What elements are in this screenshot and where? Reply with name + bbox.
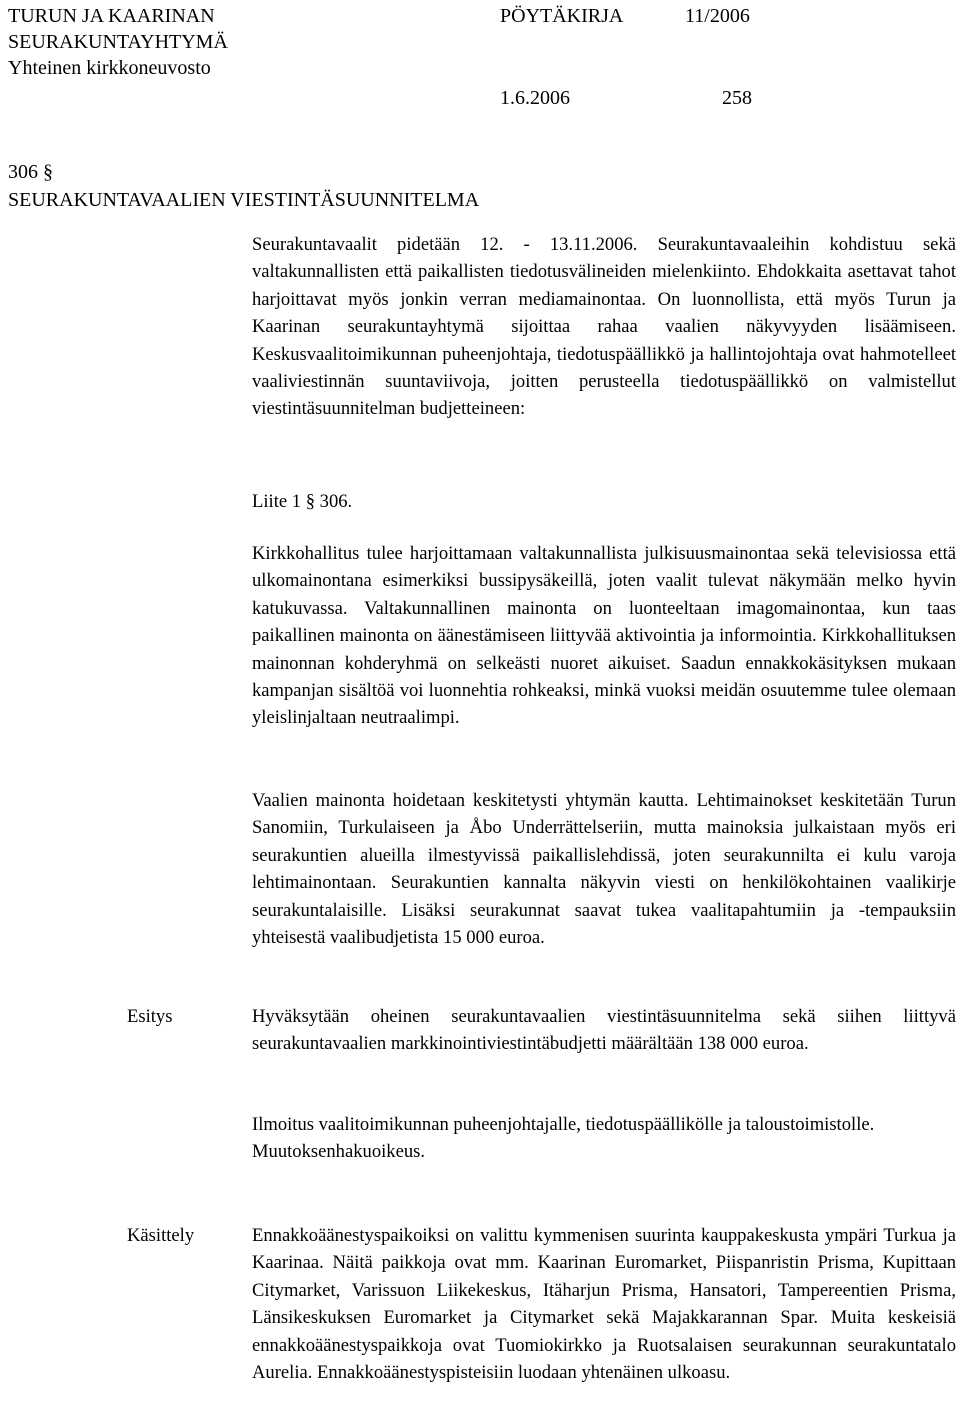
handling-text — [252, 1222, 956, 1386]
paragraph-text: Hyväksytään oheinen seurakuntavaalien viestintäsuunnitelma sekä siihen liittyvä seurakuntavaalien markkinointiviestintäbudjetti määrältään 138 000 euroa. — [252, 1006, 956, 1055]
section-title: SEURAKUNTAVAALIEN VIESTINTÄSUUNNITELMA — [8, 189, 480, 211]
attachment-reference — [252, 488, 956, 515]
paragraph-text: Kirkkohallitus tulee harjoittamaan valtakunnallista julkisuusmainontaa sekä televisiossa että ulkomainontana esimerkiksi bussipysäkeillä, joten vaalit tulevat näkymään melko hyvin katukuvassa. Valtakunnallinen mainonta on luonteeltaan imagomainontaa, kun taas paikallinen mainonta on äänestämiseen liittyvää aktivointia ja informointia. Kirkkohallituksen mainonnan kohderyhmä on selkeästi nuoret aikuiset. Saadun ennakkokäsityksen mukaan kampanjan sisältöä voi luonnehtia rohkeaksi, minkä vuoksi meidän osuutemme tulee olemaan yleislinjaltaan neutraalimpi. — [252, 543, 956, 729]
proposal-notice — [252, 1111, 956, 1166]
paragraph-text: Ennakkoäänestyspaikoiksi on valittu kymmenisen suurinta kauppakeskusta ympäri Turkua ja Kaarinaa. Näitä paikkoja ovat mm. Kaarinan Euromarket, Piispanristin Prisma, Kupittaan Citymarket, Varissuon Liikekeskus, Itäharjun Prisma, Hansatori, Tampereentien Prisma, Länsikeskuksen Euromarket ja Citymarket sekä Majakkarannan Spar. Muita keskeisiä ennakkoäänestyspaikkoja ovat Tuomiokirkko ja Ruotsalaisen seurakunnan seurakuntatalo Aurelia. Ennakkoäänestyspisteisiin luodaan yhtenäinen ulkoasu. — [252, 1225, 956, 1384]
handling-label: Käsittely — [127, 1225, 195, 1246]
notice-text: Ilmoitus vaalitoimikunnan puheenjohtajalle, tiedotuspäällikölle ja taloustoimistolle. — [252, 1114, 875, 1135]
attachment-text: Liite 1 § 306. — [252, 491, 353, 512]
council-name: Yhteinen kirkkoneuvosto — [8, 57, 211, 79]
organization-subname: SEURAKUNTAYHTYMÄ — [8, 31, 228, 53]
section-number: 306 § — [8, 161, 53, 183]
organization-name: TURUN JA KAARINAN — [8, 5, 215, 27]
page-number: 258 — [722, 87, 752, 109]
proposal-text — [252, 1003, 956, 1058]
body-paragraph-1 — [252, 231, 956, 423]
body-paragraph-2 — [252, 540, 956, 732]
document-type: PÖYTÄKIRJA — [500, 5, 624, 27]
appeal-text: Muutoksenhakuoikeus. — [252, 1141, 426, 1163]
document-number: 11/2006 — [685, 5, 750, 27]
proposal-label: Esitys — [127, 1006, 173, 1027]
paragraph-text: Seurakuntavaalit pidetään 12. - 13.11.2006. Seurakuntavaaleihin kohdistuu sekä valtakunnallisten että paikallisten tiedotusvälineiden mielenkiinto. Ehdokkaita asettavat tahot harjoittavat myös jonkin verran mediamainontaa. On luonnollista, että myös Turun ja Kaarinan seurakuntayhtymä sijoittaa rahaa vaalien näkyvyyden lisäämiseen. Keskusvaalitoimikunnan puheenjohtaja, tiedotuspäällikkö ja hallintojohtaja ovat hahmotelleet vaaliviestinnän suuntaviivoja, joitten perusteella tiedotuspäällikkö on valmistellut viestintäsuunnitelman budjetteineen: — [252, 234, 956, 420]
body-paragraph-3 — [252, 787, 956, 951]
meeting-date: 1.6.2006 — [500, 87, 570, 109]
paragraph-text: Vaalien mainonta hoidetaan keskitetysti yhtymän kautta. Lehtimainokset keskitetään Turun Sanomiin, Turkulaiseen ja Åbo Underrättelseriin, mutta mainoksia julkaistaan myös eri seurakuntien alueilla ilmestyvissä paikallislehdissä, joten seurakunnilta ei kulu varoja lehtimainontaan. Seurakuntien kannalta näkyvin viesti on henkilökohtainen vaalikirje seurakuntalaisille. Lisäksi seurakunnat saavat tukea vaalitapahtumiin ja -tempauksiin yhteisestä vaalibudjetista 15 000 euroa. — [252, 790, 956, 949]
